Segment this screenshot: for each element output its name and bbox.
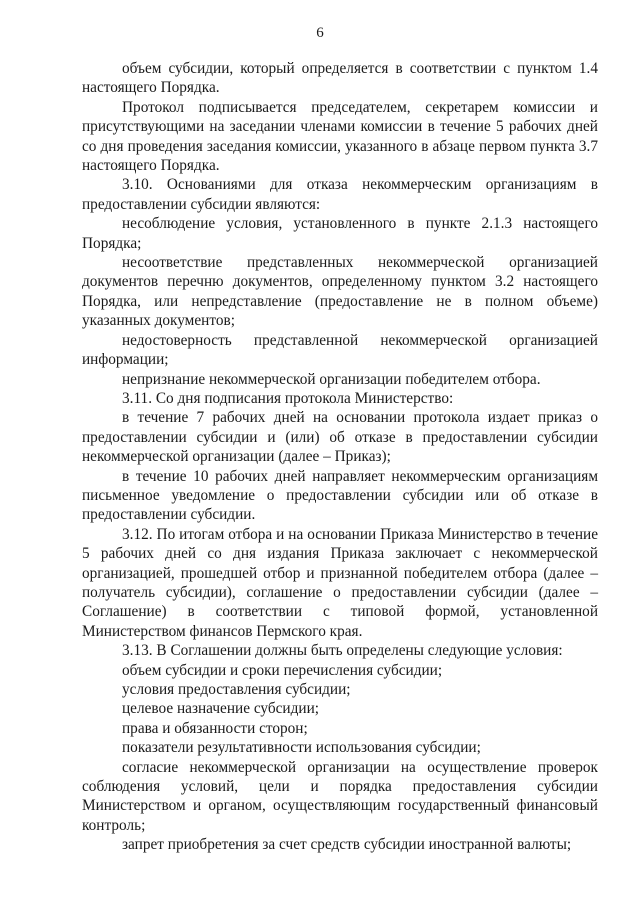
paragraph-3-11-ministry-actions: 3.11. Со дня подписания протокола Министерство: — [122, 389, 454, 407]
page-number: 6 — [316, 25, 324, 41]
list-item-documents-mismatch: несоответствие представленных некоммерческой организацией документов перечню документов, определенному пунктом 3.2 настоящего Порядка, или непредставление (предоставление не в полном объеме) указанных документов; — [82, 254, 598, 330]
list-item-order-issue: в течение 7 рабочих дней на основании протокола издает приказ о предоставлении субсидии и (или) об отказе в предоставлении субсидии некоммерческой организации (далее – Приказ); — [82, 409, 598, 466]
paragraph-subsidy-volume: объем субсидии, который определяется в соответствии с пунктом 1.4 настоящего Порядка. — [82, 60, 598, 97]
list-item-performance-indicators: показатели результативности использования субсидии; — [122, 739, 481, 757]
list-item-purpose: целевое назначение субсидии; — [122, 700, 320, 718]
paragraph-3-10-refusal-grounds: 3.10. Основаниями для отказа некоммерческим организациям в предоставлении субсидии являются: — [82, 176, 598, 213]
list-item-not-winner: непризнание некоммерческой организации победителем отбора. — [122, 370, 541, 388]
list-item-currency-ban: запрет приобретения за счет средств субсидии иностранной валюты; — [122, 836, 572, 854]
list-item-volume-terms: объем субсидии и сроки перечисления субсидии; — [122, 661, 443, 679]
document-body — [82, 59, 598, 855]
paragraph-3-13-agreement-conditions: 3.13. В Соглашении должны быть определены следующие условия: — [122, 642, 563, 660]
list-item-conditions: условия предоставления субсидии; — [122, 681, 351, 698]
list-item-noncompliance: несоблюдение условия, установленного в пункте 2.1.3 настоящего Порядка; — [82, 215, 598, 252]
paragraph-3-12-agreement: 3.12. По итогам отбора и на основании Приказа Министерство в течение 5 рабочих дней со дня издания Приказа заключает с некоммерческой организацией, прошедшей отбор и признанной победителем отбора (далее – получатель субсидии), соглашение о предоставлении субсидии (далее – Соглашение) в соответствии с типовой формой, установленной Министерством финансов Пермского края. — [82, 525, 598, 640]
list-item-notification: в течение 10 рабочих дней направляет некоммерческим организациям письменное уведомление о предоставлении субсидии или об отказе в предоставлении субсидии. — [82, 467, 598, 524]
paragraph-protocol-signing: Протокол подписывается председателем, секретарем комиссии и присутствующими на заседании членами комиссии в течение 5 рабочих дней со дня проведения заседания комиссии, указанного в абзаце первом пункта 3.7 настоящего Порядка. — [82, 98, 598, 175]
list-item-inaccurate-info: недостоверность представленной некоммерческой организацией информации; — [82, 331, 598, 369]
list-item-rights-obligations: права и обязанности сторон; — [122, 719, 308, 737]
list-item-audit-consent: согласие некоммерческой организации на осуществление проверок соблюдения условий, цели и порядка предоставления субсидии Министерством и органом, осуществляющим государственный финансовый контроль; — [82, 758, 598, 834]
